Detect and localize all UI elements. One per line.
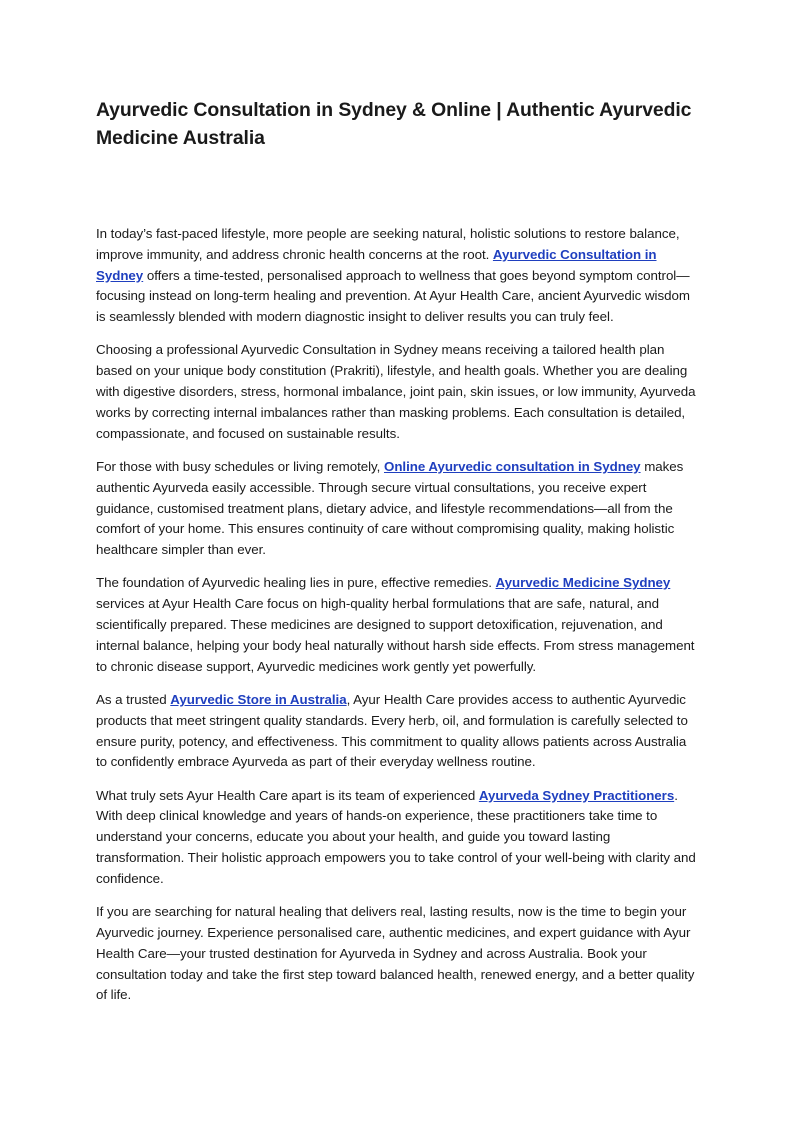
paragraph-text: For those with busy schedules or living remotely, [96, 458, 384, 474]
paragraph-text: What truly sets Ayur Health Care apart is its team of experienced [96, 787, 479, 803]
paragraph-text: makes authentic Ayurveda easily accessible. Through secure virtual consultations, you receive expert guidance, customised treatment plans, dietary advice, and lifestyle recommendations—all from the comfort of your home. This ensures continuity of care without compromising quality, making holistic healthcare simpler than ever. [96, 458, 684, 558]
link-ayurveda-sydney-practitioners[interactable]: Ayurveda Sydney Practitioners [478, 787, 675, 803]
document-body [96, 224, 698, 1006]
paragraph-text: . With deep clinical knowledge and years of hands-on experience, these practitioners take time to understand your concerns, educate you about your health, and guide you toward lasting transformation. Their holistic approach empowers you to take control of your well-being with clarity and confidence. [96, 787, 696, 886]
paragraph-text: services at Ayur Health Care focus on high-quality herbal formulations that are safe, natural, and scientifically prepared. These medicines are designed to support detoxification, rejuvenation, and internal balance, helping your body heal naturally without harsh side effects. From stress management to chronic disease support, Ayurvedic medicines work gently yet powerfully. [96, 596, 695, 674]
link-ayurvedic-medicine-sydney[interactable]: Ayurvedic Medicine Sydney [495, 575, 671, 591]
paragraph-intro [96, 224, 698, 328]
document-title: Ayurvedic Consultation in Sydney & Online | Authentic Ayurvedic Medicine Australia [96, 99, 692, 149]
link-ayurvedic-consultation-sydney[interactable]: Ayurvedic Consultation in Sydney [96, 246, 657, 283]
paragraph-text: , Ayur Health Care provides access to authentic Ayurvedic products that meet stringent quality standards. Every herb, oil, and formulation is carefully selected to ensure purity, potency, and effectiveness. This commitment to quality allows patients across Australia to confidently embrace Ayurveda as part of their everyday wellness routine. [96, 691, 688, 770]
link-online-ayurvedic-consultation[interactable]: Online Ayurvedic consultation in Sydney [383, 458, 641, 474]
paragraph-closing: If you are searching for natural healing that delivers real, lasting results, now is the time to begin your Ayurvedic journey. Experience personalised care, authentic medicines, and expert guidance with Ayur Health Care—your trusted destination for Ayurveda in Sydney and across Australia. Book your consultation today and take the first step toward balanced health, renewed energy, and a better quality of life. [96, 904, 695, 1003]
paragraph-choosing-consultation: Choosing a professional Ayurvedic Consultation in Sydney means receiving a tailored health plan based on your unique body constitution (Prakriti), lifestyle, and health goals. Whether you are dealing with digestive disorders, stress, hormonal imbalance, joint pain, skin issues, or low immunity, Ayurveda works by correcting internal imbalances rather than masking problems. Each consultation is detailed, compassionate, and focused on sustainable results. [96, 342, 696, 441]
paragraph-text: The foundation of Ayurvedic healing lies in pure, effective remedies. [96, 575, 496, 591]
paragraph-online-consultation [96, 457, 698, 561]
paragraph-text: offers a time-tested, personalised approach to wellness that goes beyond symptom control—focusing instead on long-term healing and prevention. At Ayur Health Care, ancient Ayurvedic wisdom is seamlessly blended with modern diagnostic insight to deliver results you can truly feel. [96, 267, 690, 325]
paragraph-text: In today’s fast-paced lifestyle, more people are seeking natural, holistic solutions to restore balance, improve immunity, and address chronic health concerns at the root. [96, 226, 680, 262]
paragraph-text: As a trusted [96, 691, 171, 707]
paragraph-practitioners [96, 786, 698, 890]
link-ayurvedic-store-australia[interactable]: Ayurvedic Store in Australia [170, 691, 347, 707]
paragraph-medicine [96, 573, 698, 677]
paragraph-store [96, 690, 698, 773]
